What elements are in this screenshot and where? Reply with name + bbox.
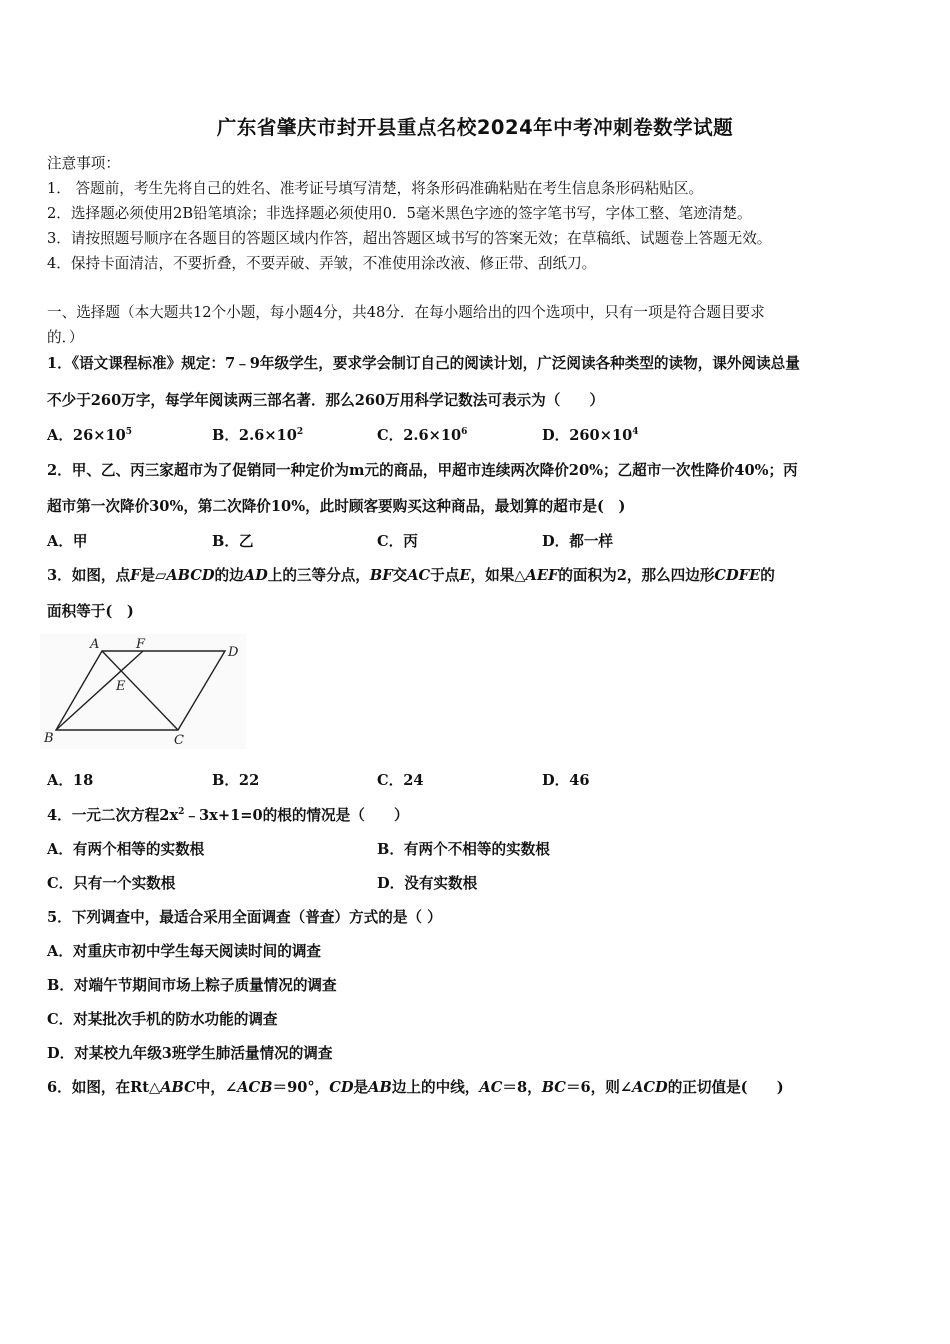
q5-option-b: B．对端午节期间市场上粽子质量情况的调查: [47, 977, 337, 994]
label-a: A: [90, 637, 100, 652]
q2-option-c: C．丙: [377, 533, 418, 550]
q5-stem: 5．下列调查中，最适合采用全面调查（普查）方式的是（ ）: [47, 909, 442, 926]
q2-stem-line2: 超市第一次降价30%，第二次降价10%，此时顾客要购买这种商品，最划算的超市是( ): [47, 498, 626, 515]
notice-item-2: 2．选择题必须使用2B铅笔填涂；非选择题必须使用0．5毫米黑色字迹的签字笔书写，字体工整、笔迹清楚。: [47, 205, 752, 222]
q6-stem: 6．如图，在Rt△ABC中，∠ACB＝90°，CD是AB边上的中线，AC＝8，BC＝6，则∠ACD的正切值是( ): [47, 1079, 784, 1096]
q2-option-a: A．甲: [47, 533, 88, 550]
q1-stem-line1: 1．《语文课程标准》规定：7﹣9年级学生，要求学会制订自己的阅读计划，广泛阅读各种类型的读物，课外阅读总量: [47, 355, 800, 372]
q5-option-a: A．对重庆市初中学生每天阅读时间的调查: [47, 943, 322, 960]
q1-option-b: B．$2.6\times 10^2$: [212, 427, 304, 444]
notice-item-3: 3．请按照题号顺序在各题目的答题区域内作答，超出答题区域书写的答案无效；在草稿纸、试题卷上答题无效。: [47, 230, 772, 247]
q3-option-a: A．18: [47, 772, 94, 789]
q3-option-d: D．46: [542, 772, 590, 789]
q4-option-a: A．有两个相等的实数根: [47, 841, 205, 858]
q1-option-a: A．$26\times 10^5$: [47, 427, 133, 444]
notice-item-1: 1． 答题前，考生先将自己的姓名、准考证号填写清楚，将条形码准确粘贴在考生信息条形码粘贴区。: [47, 180, 704, 197]
q4-stem: 4．一元二次方程$2x^2﹣3x+1=0$的根的情况是（ ）: [47, 807, 409, 824]
exam-title: 广东省肇庆市封开县重点名校2024年中考冲刺卷数学试题: [216, 116, 734, 139]
notice-item-4: 4．保持卡面清洁，不要折叠，不要弄破、弄皱，不准使用涂改液、修正带、刮纸刀。: [47, 255, 597, 272]
label-d: D: [228, 645, 239, 660]
parallelogram-figure: [40, 634, 246, 749]
q3-stem-line1: 3．如图，点F是▱ABCD的边AD上的三等分点，BF交AC于点E，如果△AEF的面积为2，那么四边形CDFE的: [47, 567, 775, 584]
q5-option-d: D．对某校九年级3班学生肺活量情况的调查: [47, 1045, 333, 1062]
q4-option-d: D．没有实数根: [377, 875, 478, 892]
q4-option-c: C．只有一个实数根: [47, 875, 176, 892]
q1-option-c: C．$2.6\times 10^6$: [377, 427, 468, 444]
q2-option-b: B．乙: [212, 533, 254, 550]
section-heading-line1: 一、选择题（本大题共12个小题，每小题4分，共48分．在每小题给出的四个选项中，只有一项是符合题目要求: [47, 304, 765, 321]
q1-stem-line2: 不少于260万字，每学年阅读两三部名著．那么260万用科学记数法可表示为（ ）: [47, 392, 605, 409]
q4-option-b: B．有两个不相等的实数根: [377, 841, 550, 858]
label-c: C: [174, 733, 184, 748]
section-heading-line2: 的．）: [47, 329, 84, 346]
q2-stem-line1: 2．甲、乙、丙三家超市为了促销同一种定价为m元的商品，甲超市连续两次降价20%；乙超市一次性降价40%；丙: [47, 462, 798, 479]
q3-stem-line2: 面积等于( ): [47, 603, 134, 620]
q1-option-d: D．$260\times 10^4$: [542, 427, 639, 444]
q5-option-c: C．对某批次手机的防水功能的调查: [47, 1011, 278, 1028]
q3-option-b: B．22: [212, 772, 260, 789]
notice-heading: 注意事项：: [47, 155, 120, 172]
q3-option-c: C．24: [377, 772, 424, 789]
label-b: B: [44, 731, 54, 746]
q2-option-d: D．都一样: [542, 533, 614, 550]
label-f: F: [136, 637, 146, 652]
label-e: E: [116, 679, 126, 694]
